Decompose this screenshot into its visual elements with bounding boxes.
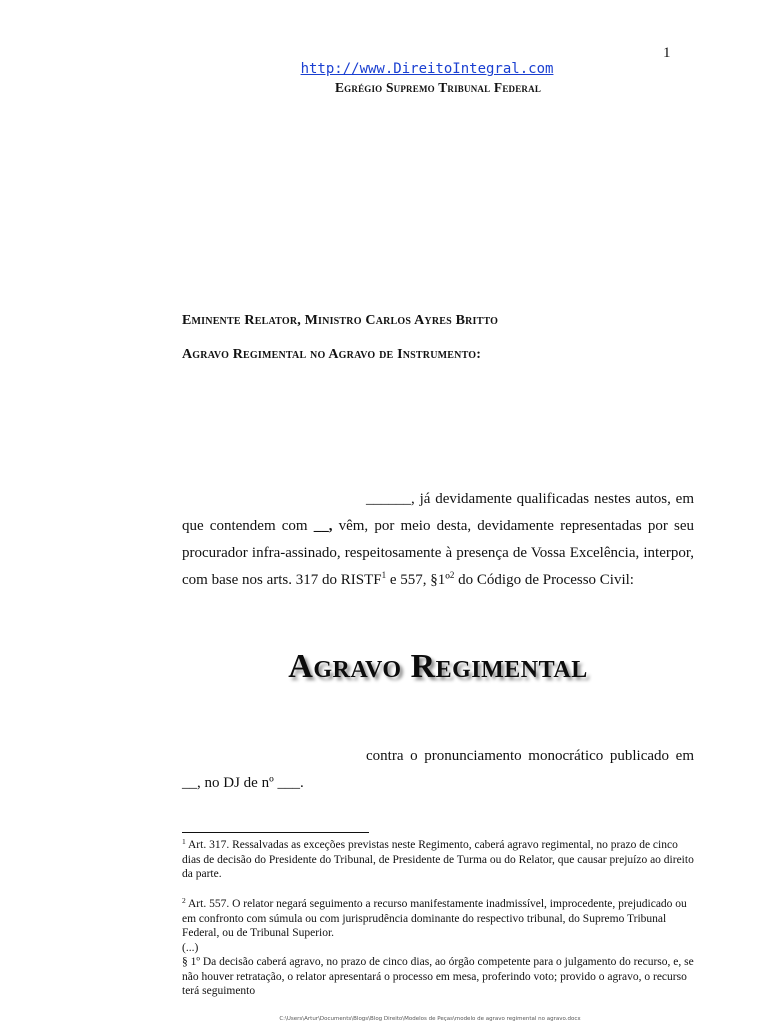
addressee-heading: Eminente Relator, Ministro Carlos Ayres Britto bbox=[182, 313, 499, 328]
footnote-2-marker: 2 bbox=[182, 896, 186, 905]
footnote-ref-2: 2 bbox=[449, 570, 455, 580]
footnote-2 bbox=[182, 897, 694, 999]
closing-paragraph: contra o pronunciamento monocrático publicado em __, no DJ de nº ___. bbox=[182, 748, 694, 791]
footnote-2-ellipsis: (...) bbox=[182, 941, 199, 954]
footnote-2-paragraph: § 1º Da decisão caberá agravo, no prazo de cinco dias, ao órgão competente para o julgamento do recurso, e, se não houver retratação, o relator apresentará o processo em mesa, proferindo voto; provido o agravo, o recurso terá seguimento bbox=[182, 956, 694, 997]
intro-text-part4: do Código de Processo Civil: bbox=[454, 572, 634, 588]
site-url-link[interactable]: http://www.DireitoIntegral.com bbox=[300, 61, 554, 77]
case-type-heading: Agravo Regimental no Agravo de Instrumento: bbox=[182, 347, 482, 362]
footnote-2-line-1 bbox=[182, 897, 694, 941]
opposing-party-blank: __, bbox=[313, 518, 333, 534]
footnote-separator bbox=[182, 832, 369, 833]
footnote-ref-1: 1 bbox=[381, 570, 387, 580]
footnote-1-marker: 1 bbox=[182, 837, 186, 846]
footnote-1-text: Art. 317. Ressalvadas as exceções previstas neste Regimento, caberá agravo regimental, no prazo de cinco dias de decisão do Presidente do Tribunal, de Presidente de Turma ou do Relator, que causar prejuízo ao direito da parte. bbox=[182, 839, 694, 880]
document-title: Agravo Regimental bbox=[288, 648, 588, 685]
court-heading: Egrégio Supremo Tribunal Federal bbox=[334, 80, 542, 95]
intro-text-part3: e 557, §1º bbox=[386, 572, 450, 588]
file-path-footer: C:\Users\Artur\Documents\Blogs\Blog Direito\Modelos de Peças\modelo de agravo regimental no agravo.docx bbox=[279, 1016, 581, 1022]
footnote-2-text: Art. 557. O relator negará seguimento a recurso manifestamente inadmissível, improcedente, prejudicado ou em confronto com súmula ou com jurisprudência dominante do respectivo tribunal, do Supremo Tribunal Federal, ou de Tribunal Superior. bbox=[182, 898, 687, 939]
footnote-1 bbox=[182, 838, 694, 882]
intro-text-part2: vêm, por meio desta, devidamente representadas por seu procurador infra-assinado, respeitosamente à presença de Vossa Excelência, interpor, com base nos arts. 317 do RISTF bbox=[182, 518, 694, 588]
intro-text-part1: ______, já devidamente qualificadas nestes autos, em que contendem com bbox=[182, 491, 694, 534]
intro-paragraph bbox=[182, 486, 694, 594]
page-number: 1 bbox=[663, 45, 671, 61]
